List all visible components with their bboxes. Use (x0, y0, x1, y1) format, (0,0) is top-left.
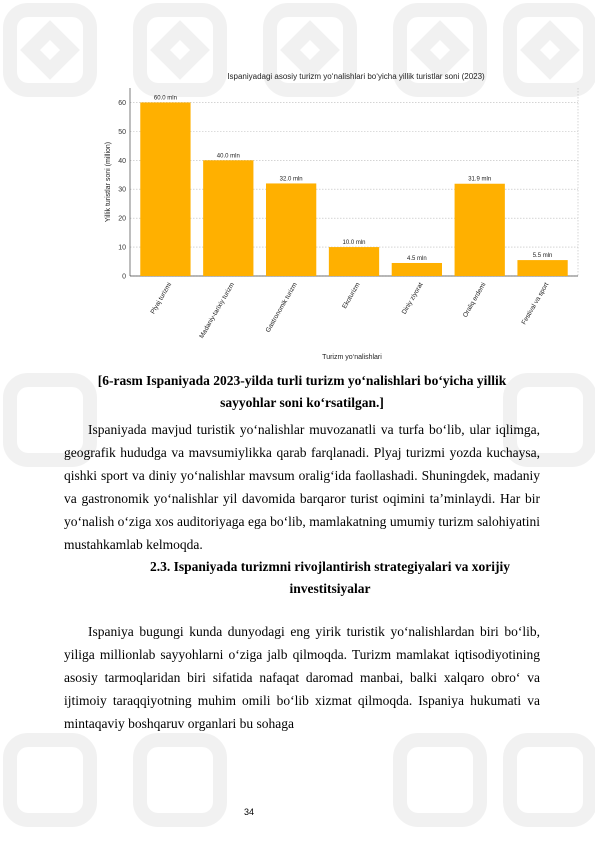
y-tick-label: 60 (118, 99, 126, 107)
x-axis-label: Turizm yo‘nalishlari (322, 354, 382, 361)
bar (517, 260, 567, 276)
section-heading (120, 556, 540, 600)
data-label: 32.0 mln (279, 176, 303, 183)
bar (140, 102, 190, 276)
chart-title: Ispaniyadagi asosiy turizm yo‘nalishlari bo‘yicha yillik turistlar soni (2023) (227, 72, 485, 81)
x-tick-label: Gastronomik turizm (264, 281, 299, 334)
data-label: 31.9 mln (468, 176, 492, 183)
x-tick-label: Oraliq erdemi (461, 281, 488, 319)
caption-line-1: [6-rasm Ispaniyada 2023-yilda turli turizm yo‘nalishlari bo‘yicha yillik (97, 373, 507, 388)
watermark-logo (140, 740, 220, 820)
section-heading-line-2: investitsiyalar (289, 581, 371, 596)
y-tick-label: 30 (118, 186, 126, 194)
bar (455, 184, 505, 276)
x-tick-label: Plyaj turizmi (149, 281, 174, 316)
bar (203, 160, 253, 276)
paragraph-2: Ispaniya bugungi kunda dunyodagi eng yirik turistik yo‘nalishlardan biri bo‘lib, yiliga millionlab sayyohlarni o‘ziga jalb qilmoqda. Turizm mamlakat iqtisodiyotining asosiy tarmoqlaridan biri sifatida nafaqat daromad manbai, balki xalqaro obro‘ va ijtimoiy taraqqiyotning muhim omili bo‘lib xizmat qilmoqda. Ispaniya hukumati va mintaqaviy boshqaruv organlari bu sohaga (64, 624, 540, 731)
figure-caption (64, 370, 540, 414)
y-tick-label: 40 (118, 157, 126, 165)
bar (329, 247, 379, 276)
y-tick-label: 50 (118, 128, 126, 136)
bar-chart (100, 68, 580, 363)
section-heading-line-1: 2.3. Ispaniyada turizmni rivojlantirish strategiyalari va xorijiy (150, 559, 510, 574)
watermark-logo (10, 740, 90, 820)
y-tick-label: 10 (118, 244, 126, 252)
bar (392, 263, 442, 276)
x-tick-label: Madaniy-tarixiy turizm (198, 281, 237, 340)
watermark-logo (510, 740, 590, 820)
x-tick-label: Festival va sport (520, 281, 551, 326)
data-label: 5.5 mln (532, 253, 553, 260)
data-label: 60.0 mln (153, 95, 177, 102)
data-label: 10.0 mln (342, 240, 366, 247)
caption-line-2: sayyohlar soni ko‘rsatilgan.] (220, 395, 384, 410)
x-tick-label: Ekoturizm (341, 281, 362, 311)
x-tick-label: Diniy ziyorat (400, 281, 425, 316)
bar (266, 183, 316, 276)
y-axis-label: Yillik turistlar soni (million) (105, 141, 112, 223)
data-label: 4.5 mln (407, 255, 427, 262)
y-tick-label: 20 (118, 215, 126, 223)
y-tick-label: 0 (122, 273, 126, 281)
page-number: 34 (244, 807, 255, 817)
data-label: 40.0 mln (216, 153, 240, 160)
bar-chart-svg (100, 68, 580, 363)
watermark-logo (10, 10, 90, 90)
watermark-logo (400, 740, 480, 820)
paragraph-1: Ispaniyada mavjud turistik yo‘nalishlar muvozanatli va turfa bo‘lib, ular iqlimga, geografik hududga va mavsumiylikka qarab farqlanadi. Plyaj turizmi yozda kuchaysa, qishki sport va diniy yo‘nalishlar mavsum oralig‘ida faollashadi. Shuningdek, madaniy va gastronomik yo‘nalishlar yil davomida barqaror turist oqimini ta’minlaydi. Har bir yo‘nalish o‘ziga xos auditoriyaga ega bo‘lib, mamlakatning umumiy turizm salohiyatini mustahkamlab kelmoqda. (64, 422, 540, 552)
